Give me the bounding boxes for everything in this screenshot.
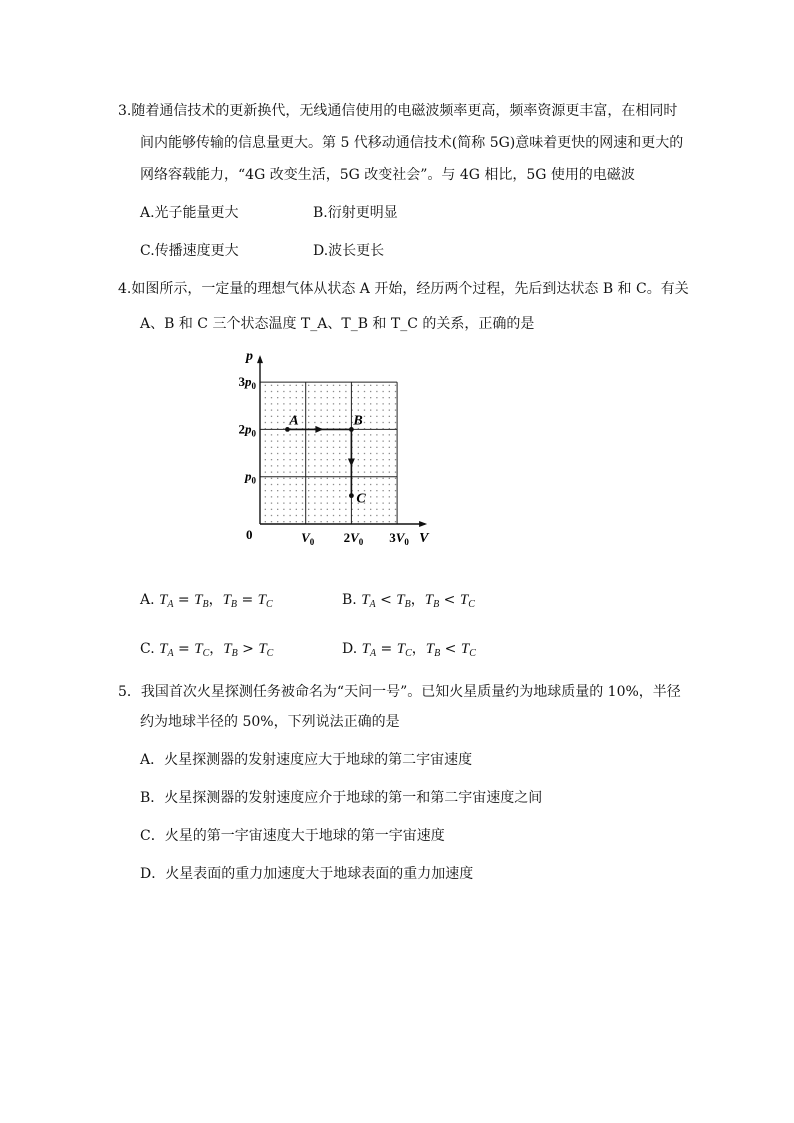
- point-label-C: C: [356, 491, 366, 507]
- q5-stem-line-1: 5．我国首次火星探测任务被命名为“天问一号”。已知火星质量约为地球质量的 10%，半径: [118, 684, 681, 700]
- x-axis-arrow: [419, 521, 427, 527]
- x-tick-label-1: $V_0$: [301, 530, 315, 547]
- pv-diagram: [225, 345, 440, 550]
- q4-option-d: D. $T_A = T_C$，$T_B < T_C$: [342, 641, 476, 659]
- y-axis-arrow: [257, 355, 263, 363]
- q3-stem-line-2: 间内能够传输的信息量更大。第 5 代移动通信技术(简称 5G)意味着更快的网速和更大的: [140, 135, 684, 151]
- q5-option-c: C．火星的第一宇宙速度大于地球的第一宇宙速度: [140, 828, 445, 844]
- dotted-grid: [260, 382, 397, 524]
- q5-option-d: D．火星表面的重力加速度大于地球表面的重力加速度: [140, 866, 474, 882]
- q4-stem-line-2: A、B 和 C 三个状态温度 T_A、T_B 和 T_C 的关系，正确的是: [140, 316, 535, 332]
- y-tick-label-3: $3p_0$: [238, 374, 256, 392]
- y-axis-label: p: [246, 349, 253, 365]
- q3-option-b: B.衍射更明显: [313, 205, 398, 221]
- point-label-A: A: [289, 413, 299, 429]
- q4-option-c: C. $T_A = T_C$，$T_B > T_C$: [140, 641, 274, 659]
- x-tick-label-3: $3V_0$: [389, 530, 409, 547]
- q5-option-b: B．火星探测器的发射速度应介于地球的第一和第二宇宙速度之间: [140, 790, 543, 806]
- point-label-B: B: [353, 413, 363, 429]
- origin-label: 0: [246, 527, 253, 542]
- q3-option-a: A.光子能量更大: [140, 205, 239, 221]
- x-tick-label-2: $2V_0$: [343, 530, 364, 547]
- point-C: [349, 493, 354, 498]
- q3-stem-line-3: 网络容载能力，“4G 改变生活，5G 改变社会”。与 4G 相比，5G 使用的电磁波: [140, 167, 635, 183]
- q3-option-d: D.波长更长: [313, 243, 385, 259]
- q4-option-b: B. $T_A < T_B$，$T_B < T_C$: [342, 592, 475, 610]
- y-tick-label-2: $2p_0$: [238, 421, 256, 439]
- q5-option-a: A．火星探测器的发射速度应大于地球的第二宇宙速度: [140, 752, 473, 768]
- q3-option-c: C.传播速度更大: [140, 243, 239, 259]
- y-tick-label-1: $p_0$: [245, 468, 256, 486]
- q5-stem-line-2: 约为地球半径的 50%，下列说法正确的是: [140, 714, 400, 730]
- q4-stem-line-1: 4.如图所示，一定量的理想气体从状态 A 开始，经历两个过程，先后到达状态 B 和 C。有关: [118, 281, 689, 297]
- q3-stem-line-1: 3.随着通信技术的更新换代，无线通信使用的电磁波频率更高，频率资源更丰富，在相同时: [118, 103, 678, 119]
- x-axis-label: V: [419, 531, 429, 546]
- q4-option-a: A. $T_A = T_B$，$T_B = T_C$: [140, 592, 273, 610]
